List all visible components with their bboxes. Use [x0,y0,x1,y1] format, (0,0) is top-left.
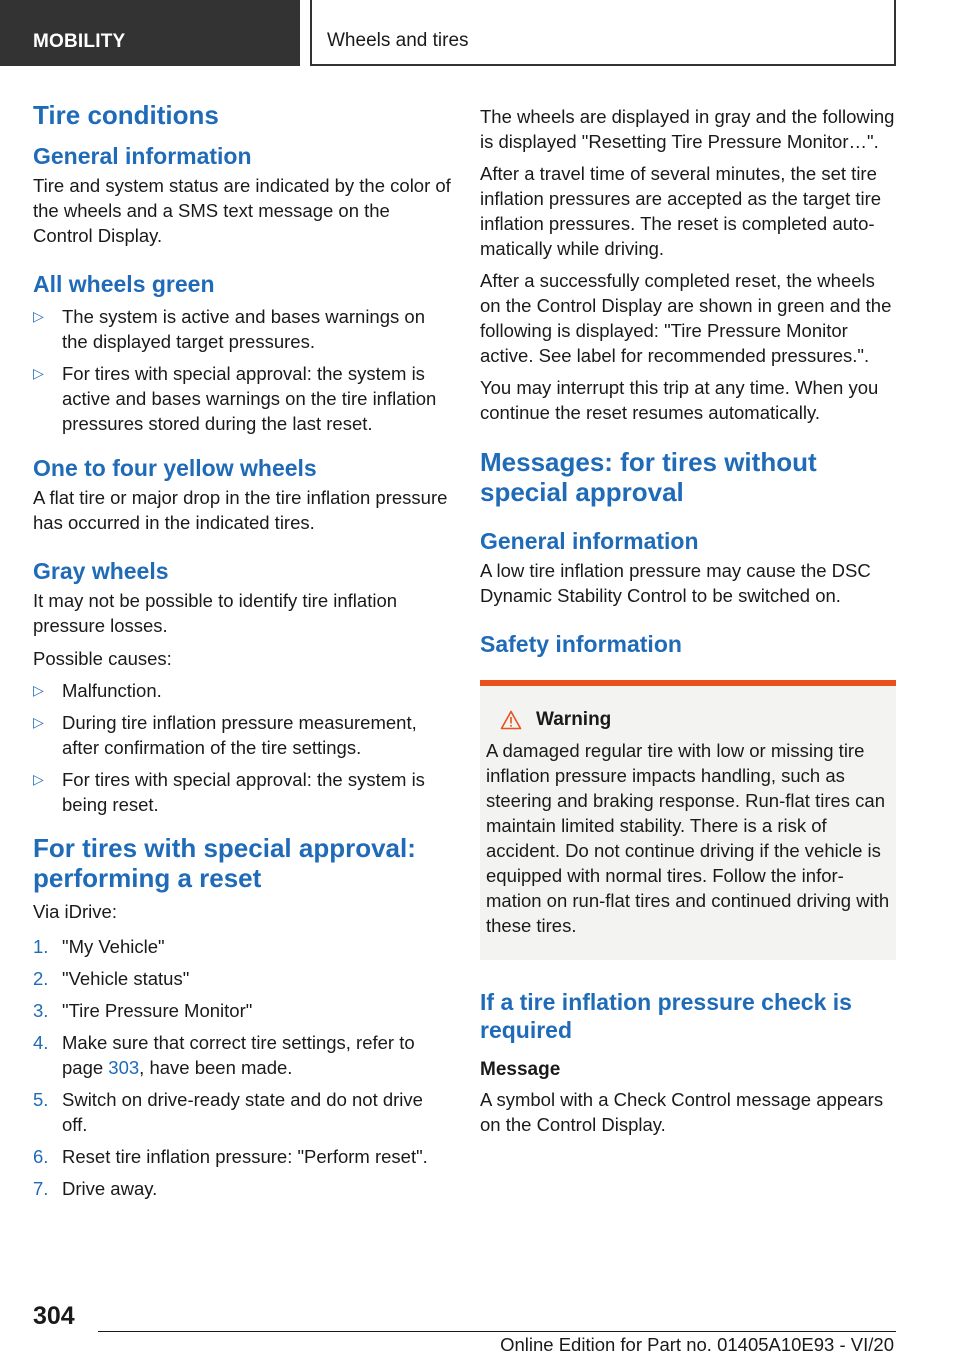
chapter-label: Wheels and tires [310,0,896,66]
list-item: 2. "Vehicle status" [33,968,190,989]
list-item: 6. Reset tire inflation pressure: "Perform reset". [33,1146,428,1167]
list-item: 7. Drive away. [33,1178,158,1199]
triangle-bullet-icon: ▷ [33,682,44,698]
message-label: Message [480,1059,561,1080]
pressure-check-heading: If a tire inflation pressure check is required [480,989,852,1043]
list-item: ▷ For tires with special approval: the system is active and bases warnings on the tire inflation pressures stored during the last reset. [33,363,437,434]
general-info-heading: General information [33,143,252,169]
triangle-bullet-icon: ▷ [33,714,44,730]
page-header [0,0,960,66]
reset-heading: For tires with special approval: performing a reset [33,833,416,893]
page-number: 304 [33,1302,75,1330]
gray-bullet-list [33,678,453,817]
interrupt-trip-text: You may interrupt this trip at any time. When you continue the reset resumes automatically. [480,377,879,423]
possible-causes-label: Possible causes: [33,648,172,669]
list-item: 1. "My Vehicle" [33,936,165,957]
right-column [480,104,896,1137]
section-label: MOBILITY [0,0,300,66]
warning-triangle-icon [500,710,522,730]
list-item: ▷ For tires with special approval: the system is being reset. [33,769,425,815]
list-item: 4. Make sure that correct tire settings, refer to page 303, have been made. [33,1032,415,1078]
messages-heading: Messages: for tires without special approval [480,447,817,507]
all-wheels-green-heading: All wheels green [33,271,215,297]
warning-text: A damaged regular tire with low or missing tire inflation pressure impacts handling, such as steering and braking response. Run-flat tires can maintain limited stability. There is a risk of accident. Do not continue driving if the vehicle is equipped with normal tires. Follow the information on run-flat tires and continued driving with these tires. [486,740,890,936]
gray-wheels-heading: Gray wheels [33,558,169,584]
list-item: 5. Switch on drive-ready state and do not drive off. [33,1089,423,1135]
triangle-bullet-icon: ▷ [33,308,44,324]
general-info-text-right: A low tire inflation pressure may cause the DSC Dynamic Stability Control to be switched on. [480,560,871,606]
list-item: ▷ The system is active and bases warnings on the displayed target pressures. [33,306,425,352]
footer-divider [98,1331,896,1332]
triangle-bullet-icon: ▷ [33,771,44,787]
yellow-wheels-heading: One to four yellow wheels [33,455,317,481]
reset-gray-text: The wheels are displayed in gray and the following is displayed "Resetting Tire Pressure Monitor…". [480,106,895,152]
safety-info-heading: Safety information [480,631,682,657]
list-item: ▷ Malfunction. [33,680,162,701]
left-column [33,100,453,1208]
reset-steps-list [33,934,453,1201]
general-info-text: Tire and system status are indicated by the color of the wheels and a SMS text message on the Control Display. [33,175,451,246]
warning-box [480,680,896,960]
yellow-wheels-text: A flat tire or major drop in the tire inflation pressure has occurred in the indicated tires. [33,487,448,533]
list-item: ▷ During tire inflation pressure measurement, after confirmation of the tire settings. [33,712,417,758]
reset-complete-text: After a successfully completed reset, the wheels on the Control Display are shown in green and the following is displayed: "Tire Pressure Monitor active. See label for recommended pressures.". [480,270,892,366]
page-303-link[interactable]: 303 [108,1057,140,1078]
warning-title: Warning [536,709,612,730]
via-idrive-label: Via iDrive: [33,901,117,922]
list-item: 3. "Tire Pressure Monitor" [33,1000,253,1021]
green-bullet-list [33,304,453,436]
travel-time-text: After a travel time of several minutes, the set tire inflation pressures are accepted as the target tire inflation pressures. The reset is completed automatically while driving. [480,163,882,259]
triangle-bullet-icon: ▷ [33,365,44,381]
tire-conditions-title: Tire conditions [33,100,219,130]
general-info-heading-right: General information [480,528,699,554]
warning-header [486,708,890,732]
message-text: A symbol with a Check Control message appears on the Control Display. [480,1089,884,1135]
edition-label: Online Edition for Part no. 01405A10E93 - VI/20 [500,1334,894,1355]
gray-wheels-text: It may not be possible to identify tire inflation pressure losses. [33,590,398,636]
